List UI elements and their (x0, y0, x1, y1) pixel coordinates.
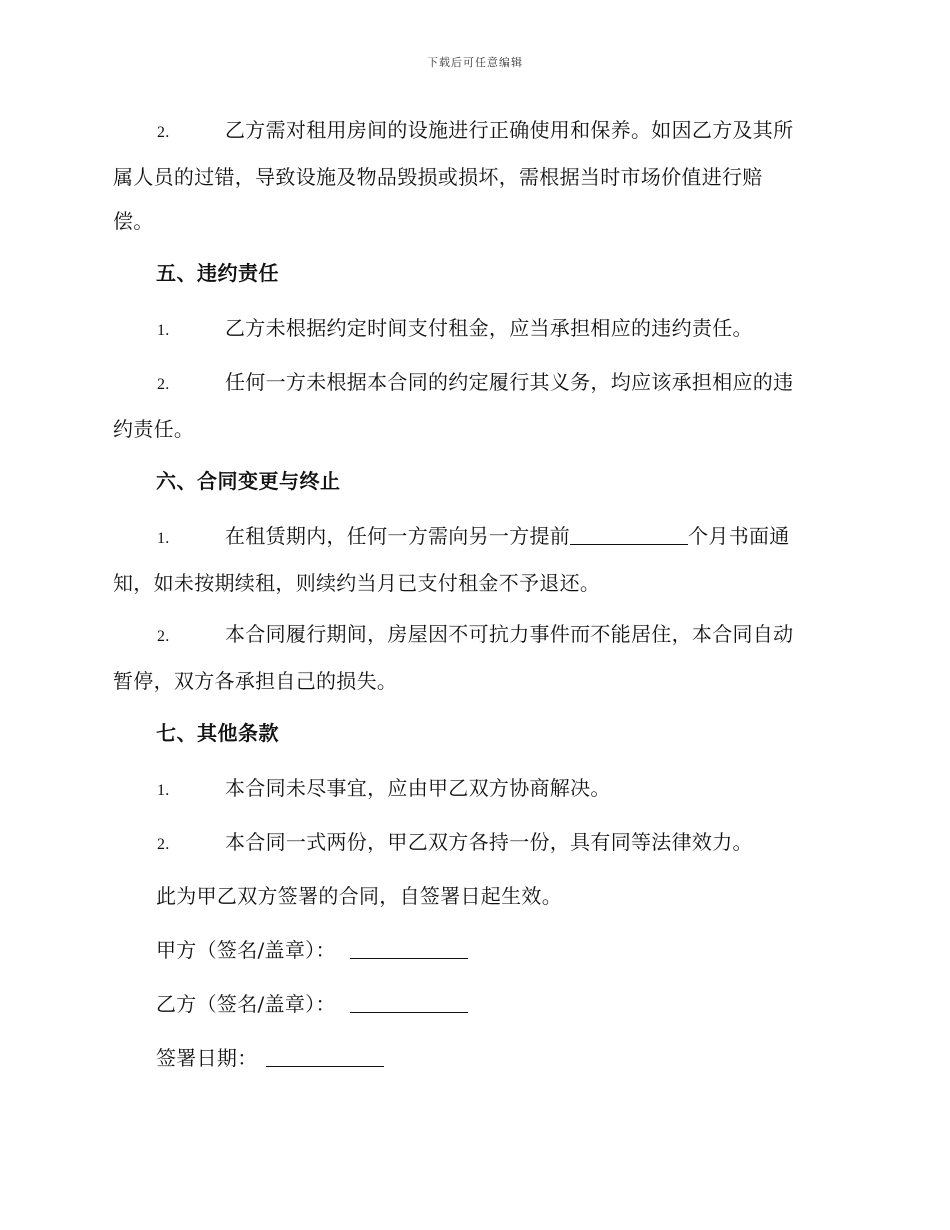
clause-6-1 (113, 514, 838, 605)
clause-text: 本合同一式两份，甲乙双方各持一份，具有同等法律效力。 (225, 830, 753, 854)
clause-6-2 (113, 612, 838, 703)
signature-label: 甲方（签名/盖章）： (156, 938, 336, 962)
clause-text: 本合同未尽事宜，应由甲乙双方协商解决。 (225, 776, 611, 800)
party-b-signature-blank[interactable] (350, 992, 468, 1013)
section-heading-change-termination: 六、合同变更与终止 (156, 469, 341, 493)
clause-5-2 (113, 360, 838, 451)
signature-party-b (156, 989, 468, 1019)
clause-text: 个月书面通 (688, 524, 790, 548)
clause-line (113, 612, 838, 659)
closing-statement: 此为甲乙双方签署的合同，自签署日起生效。 (156, 884, 562, 908)
clause-5-1 (113, 306, 838, 353)
clause-line: 暂停，双方各承担自己的损失。 (113, 669, 398, 693)
clause-number: 2. (157, 376, 170, 393)
clause-line: 知，如未按期续租，则续约当月已支付租金不予退还。 (113, 571, 601, 595)
clause-number: 2. (157, 124, 170, 141)
signature-label: 乙方（签名/盖章）： (156, 992, 336, 1016)
clause-4-2 (113, 108, 838, 243)
party-a-signature-blank[interactable] (350, 938, 468, 959)
clause-number: 2. (157, 628, 170, 645)
clause-number: 1. (157, 782, 170, 799)
signing-date-blank[interactable] (266, 1046, 384, 1067)
page-header-note: 下载后可任意编辑 (427, 56, 523, 69)
clause-number: 2. (157, 836, 170, 853)
clause-text: 本合同履行期间，房屋因不可抗力事件而不能居住，本合同自动 (225, 622, 794, 646)
clause-number: 1. (157, 530, 170, 547)
signature-label: 签署日期： (156, 1046, 258, 1070)
signature-date (156, 1043, 384, 1073)
clause-line (113, 360, 838, 407)
clause-text: 在租赁期内，任何一方需向另一方提前 (225, 524, 571, 548)
clause-line (113, 306, 838, 353)
clause-line: 约责任。 (113, 417, 195, 441)
clause-line (113, 820, 838, 867)
signature-party-a (156, 935, 468, 965)
notice-months-blank[interactable] (570, 524, 688, 545)
clause-line (113, 766, 838, 813)
clause-text: 乙方未根据约定时间支付租金，应当承担相应的违约责任。 (225, 316, 753, 340)
clause-text: 任何一方未根据本合同的约定履行其义务，均应该承担相应的违 (225, 370, 794, 394)
clause-text: 乙方需对租用房间的设施进行正确使用和保养。如因乙方及其所 (225, 118, 794, 142)
section-heading-breach: 五、违约责任 (156, 261, 279, 285)
clause-number: 1. (157, 322, 170, 339)
clause-7-1 (113, 766, 838, 813)
clause-7-2 (113, 820, 838, 867)
section-heading-other-terms: 七、其他条款 (156, 721, 279, 745)
clause-line (113, 108, 838, 155)
clause-line: 属人员的过错，导致设施及物品毁损或损坏，需根据当时市场价值进行赔 (113, 165, 763, 189)
clause-line (113, 514, 838, 561)
clause-line: 偿。 (113, 209, 154, 233)
